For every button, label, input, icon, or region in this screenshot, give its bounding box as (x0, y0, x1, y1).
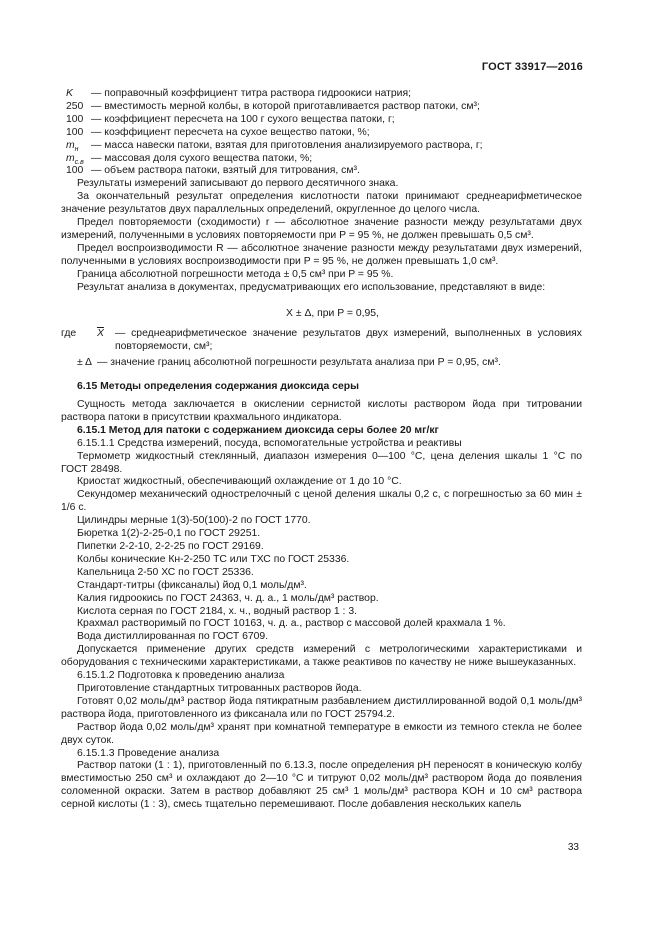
paragraph: За окончательный результат определения кислотности патоки принимают среднеарифметическое значение результатов двух параллельных определений, округленное до целого числа. (61, 191, 582, 216)
paragraph: Цилиндры мерные 1(3)-50(100)-2 по ГОСТ 1770. (77, 515, 311, 527)
definition-symbol (61, 140, 91, 153)
paragraph: Готовят 0,02 моль/дм³ раствор йода пятикратным разбавлением дистиллированной водой 0,1 моль/дм³ раствора йода, приготовленного из фиксанала или по ГОСТ 25794.2. (61, 695, 582, 720)
definition-row (61, 153, 582, 166)
definition-symbol: 250 (66, 100, 84, 112)
paragraph: Пипетки 2-2-10, 2-2-25 по ГОСТ 29169. (77, 541, 264, 552)
definition-text: — вместимость мерной колбы, в которой приготавливается раствор патоки, см³; (91, 100, 480, 112)
definition-row (61, 88, 582, 101)
definition-symbol: K (66, 88, 73, 99)
definition-text: — поправочный коэффициент титра раствора гидроокиси натрия; (91, 88, 411, 99)
definition-symbol: 100 (66, 113, 84, 125)
paragraph: Предел повторяемости (сходимости) r — абсолютное значение разности между результатами двух измерений, полученными в условиях повторяемости при P = 95 %, не должен превышать 0,5 см³. (61, 217, 582, 241)
result-formula: X ± Δ, при P = 0,95, (286, 307, 379, 319)
where-text: — среднеарифметическое значение результатов двух измерений, выполненных в условиях повторяемости, см³; (115, 328, 582, 353)
paragraph: 6.15.1.2 Подготовка к проведению анализа (77, 670, 285, 682)
definition-row (61, 165, 582, 178)
section-heading: 6.15 Методы определения содержания диоксида серы (77, 381, 359, 393)
symbol-subscript: с.в (74, 158, 84, 166)
paragraph: Калия гидроокись по ГОСТ 24363, ч. д. а., 1 моль/дм³ раствор. (77, 592, 379, 604)
symbol-main: m (66, 139, 75, 151)
paragraph: Сущность метода заключается в окислении сернистой кислоты раствором йода при титровании раствора патоки в присутствии крахмального индикатора. (61, 399, 582, 423)
paragraph: Приготовление стандартных титрованных растворов йода. (77, 682, 362, 694)
delta-symbol: ± Δ (77, 357, 92, 369)
paragraph: Стандарт-титры (фиксаналы) йод 0,1 моль/дм³. (77, 579, 307, 591)
symbol-subscript: н (74, 145, 79, 153)
paragraph: 6.15.1.3 Проведение анализа (77, 747, 220, 759)
paragraph: Секундомер механический однострелочный с ценой деления шкалы 0,2 с, с погрешностью за 60 мин ± 1/6 с. (61, 489, 582, 514)
paragraph: Кислота серная по ГОСТ 2184, х. ч., водный раствор 1 : 3. (77, 605, 357, 617)
paragraph: Допускается применение других средств измерений с метрологическими характеристиками и оборудования с техническими характеристиками, а также реактивов по качеству не ниже вышеуказанных. (61, 644, 582, 669)
where-item (61, 328, 582, 354)
paragraph: Криостат жидкостный, обеспечивающий охлаждение от 1 до 10 °С. (77, 476, 402, 488)
paragraph: Раствор йода 0,02 моль/дм³ хранят при комнатной температуре в емкости из темного стекла не более двух суток. (61, 721, 582, 746)
subsection-heading: 6.15.1 Метод для патоки с содержанием диоксида серы более 20 мг/кг (77, 424, 439, 436)
definition-text: — масса навески патоки, взятая для приготовления анализируемого раствора, г; (91, 139, 483, 151)
definition-text: — массовая доля сухого вещества патоки, %; (91, 152, 313, 164)
page-number: 33 (567, 842, 579, 853)
paragraph: Колбы конические Кн-2-250 ТС или ТХС по ГОСТ 25336. (77, 553, 350, 565)
symbol-main: m (66, 152, 75, 164)
definition-row (61, 140, 582, 153)
paragraph: Результат анализа в документах, предусматривающих его использование, представляют в виде: (77, 281, 546, 293)
paragraph: Предел воспроизводимости R — абсолютное значение разности между результатами двух измерений, полученными в условиях воспроизводимости при P = 95 %, не должен превышать 1,0 см³. (61, 242, 582, 267)
definition-row (61, 114, 582, 127)
paragraph: Капельница 2-50 ХС по ГОСТ 25336. (77, 566, 254, 578)
definition-text: — коэффициент пересчета на сухое вещество патоки, %; (91, 126, 370, 138)
paragraph: Вода дистиллированная по ГОСТ 6709. (77, 631, 269, 643)
paragraph: Граница абсолютной погрешности метода ± 0,5 см³ при P = 95 %. (77, 268, 394, 280)
definition-symbol: 100 (66, 165, 84, 177)
paragraph: Результаты измерений записывают до первого десятичного знака. (77, 178, 399, 190)
definition-symbol (61, 153, 91, 166)
document-body (61, 88, 582, 812)
paragraph: Крахмал растворимый по ГОСТ 10163, ч. д. а., раствор с массовой долей крахмала 1 %. (77, 618, 506, 630)
definition-row (61, 101, 582, 114)
paragraph: Раствор патоки (1 : 1), приготовленный по 6.13.3, после определения pH переносят в коническую колбу вместимостью 250 см³ и охлаждают до 2—10 °С и титруют 0,02 моль/дм³ раствором йода до появления соломенной окраски. Затем в раствор добавляют 25 см³ 1 моль/дм³ раствора KOH и 10 см³ раствора серной кислоты (1 : 3), смесь тщательно перемешивают. После добавления нескольких капель (61, 760, 582, 811)
where-item (61, 357, 582, 370)
where-indent (61, 357, 77, 370)
paragraph: 6.15.1.1 Средства измерений, посуда, вспомогательные устройства и реактивы (77, 437, 462, 449)
paragraph: Бюретка 1(2)-2-25-0,1 по ГОСТ 29251. (77, 528, 261, 540)
mean-symbol: $\overline{X}$ (97, 328, 104, 340)
definition-row (61, 127, 582, 140)
definition-symbol: 100 (66, 126, 84, 138)
where-lead: где (61, 328, 77, 340)
where-text: — значение границ абсолютной погрешности результата анализа при P = 0,95, см³. (97, 357, 501, 369)
document-header: ГОСТ 33917—2016 (481, 61, 583, 73)
paragraph: Термометр жидкостный стеклянный, диапазон измерения 0—100 °С, цена деления шкалы 1 °С по ГОСТ 28498. (61, 450, 582, 475)
definition-text: — объем раствора патоки, взятый для титрования, см³. (91, 165, 360, 177)
definition-text: — коэффициент пересчета на 100 г сухого вещества патоки, г; (91, 113, 395, 125)
